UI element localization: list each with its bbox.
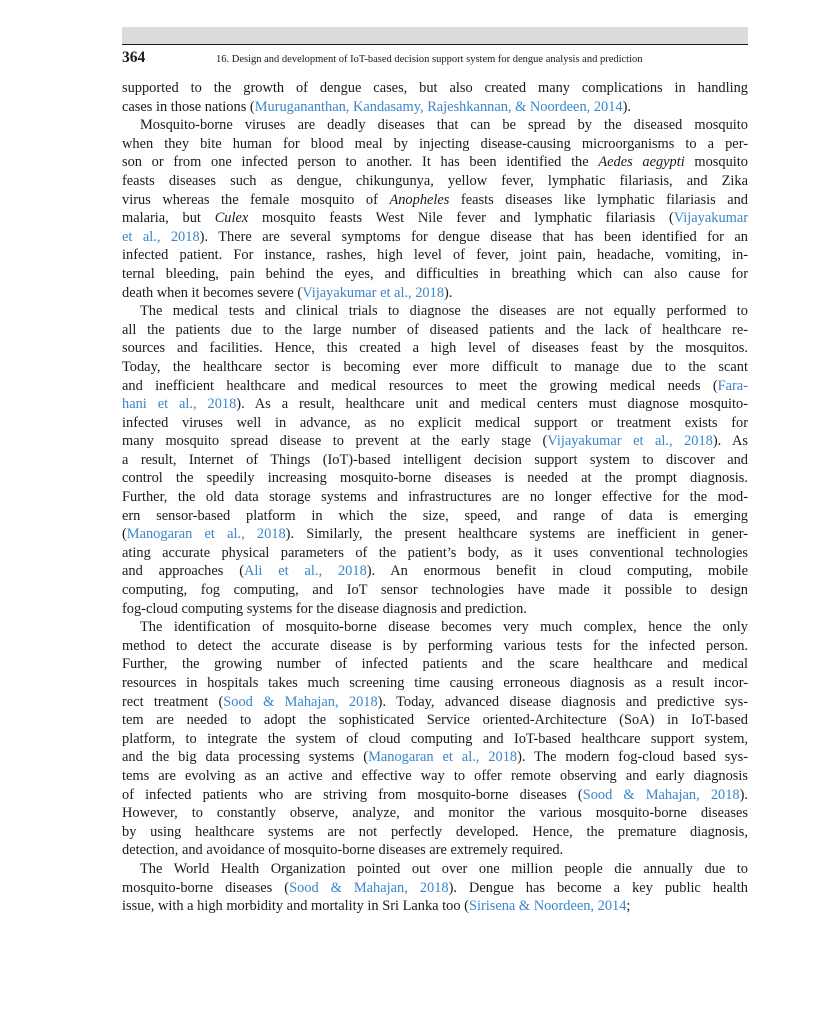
text-line: cases in those nations (Murugananthan, Kandasamy, Rajeshkannan, & Noordeen, 2014). bbox=[122, 98, 632, 115]
citation-link[interactable]: et al., 2018 bbox=[122, 228, 200, 245]
text-line: hani et al., 2018). As a result, healthcare unit and medical centers must diagnose mosquito- bbox=[122, 396, 748, 413]
text-line: method to detect the accurate disease is by performing various tests for the infected person. bbox=[122, 637, 748, 654]
page-number: 364 bbox=[122, 49, 146, 66]
species-name: Anopheles bbox=[389, 191, 450, 208]
text-line: Today, the healthcare sector is becoming ever more difficult to manage due to the scant bbox=[122, 358, 748, 375]
text-line: fog-cloud computing systems for the disease diagnosis and prediction. bbox=[122, 600, 527, 617]
running-title: 16. Design and development of IoT-based decision support system for dengue analysis and prediction bbox=[216, 54, 643, 65]
text-line: and approaches (Ali et al., 2018). An enormous benefit in cloud computing, mobile bbox=[122, 563, 748, 580]
text-line: computing, fog computing, and IoT sensor technologies have made it possible to design bbox=[122, 582, 748, 599]
text-line: platform, to integrate the system of cloud computing and IoT-based healthcare support system, bbox=[122, 730, 748, 747]
text-line: of infected patients who are striving from mosquito-borne diseases (Sood & Mahajan, 2018). bbox=[122, 786, 748, 803]
citation-link[interactable]: hani et al., 2018 bbox=[122, 396, 237, 413]
paragraph bbox=[122, 302, 748, 618]
text-line: ternal bleeding, pain behind the eyes, and difficulties in breathing which can also cause for bbox=[122, 265, 748, 282]
header-band bbox=[122, 27, 748, 45]
text-line: by using healthcare systems are not perfectly developed. Hence, the premature diagnosis, bbox=[122, 823, 748, 840]
citation-link[interactable]: Murugananthan, Kandasamy, Rajeshkannan, & Noordeen, 2014 bbox=[254, 98, 623, 115]
text-line: mosquito-borne diseases (Sood & Mahajan, 2018). Dengue has become a key public health bbox=[122, 879, 748, 896]
text-line: infected viruses well in advance, as no explicit medical support or treatment exists for bbox=[122, 414, 748, 431]
text-line: when they bite human for blood meal by injecting disease-causing microorganisms to a per- bbox=[122, 135, 748, 152]
citation-link[interactable]: Manogaran et al., 2018 bbox=[126, 526, 286, 543]
text-line: Further, the growing number of infected patients and the scare healthcare and medical bbox=[122, 656, 748, 673]
text-line: sources and facilities. Hence, this created a high level of diseases feast by the mosquitos. bbox=[122, 340, 748, 357]
text-line: (Manogaran et al., 2018). Similarly, the present healthcare systems are inefficient in gener- bbox=[122, 526, 748, 543]
text-line: resources in hospitals takes much screening time causing erroneous diagnosis as a result incor- bbox=[122, 675, 748, 691]
text-line: a result, Internet of Things (IoT)-based intelligent decision support system to discover and bbox=[122, 451, 748, 468]
body-text bbox=[122, 79, 748, 916]
species-name: Aedes aegypti bbox=[598, 154, 685, 171]
text-line: all the patients due to the large number of diseased patients and the lack of healthcare re- bbox=[122, 321, 748, 338]
running-head bbox=[122, 49, 748, 69]
text-line: ern sensor-based platform in which the size, speed, and range of data is emerging bbox=[122, 507, 748, 524]
paragraph bbox=[122, 79, 748, 116]
text-line: infected patient. For instance, rashes, high level of fever, joint pain, headache, vomiting, in- bbox=[122, 247, 748, 264]
text-line: ating accurate physical parameters of the patient’s body, as it uses conventional technologies bbox=[122, 544, 748, 561]
text-line: virus whereas the female mosquito of Anopheles feasts diseases like lymphatic filariasis and bbox=[122, 191, 748, 208]
citation-link[interactable]: Vijayakumar et al., 2018 bbox=[302, 284, 445, 301]
text-line: son or from one infected person to another. It has been identified the Aedes aegypti mosquito bbox=[122, 154, 748, 171]
text-line: tems are evolving as an active and effective way to offer remote observing and early diagnosis bbox=[122, 767, 748, 784]
text-line: Further, the old data storage systems and infrastructures are no longer effective for the mod- bbox=[122, 489, 748, 506]
text-line: tem are needed to adopt the sophisticated Service oriented-Architecture (SoA) in IoT-based bbox=[122, 712, 748, 729]
text-line: and inefficient healthcare and medical resources to meet the growing medical needs (Fara- bbox=[122, 377, 748, 394]
text-line: The medical tests and clinical trials to diagnose the diseases are not equally performed to bbox=[140, 303, 748, 320]
text-line: detection, and avoidance of mosquito-borne diseases are extremely required. bbox=[122, 842, 564, 859]
paragraph bbox=[122, 618, 748, 860]
citation-link[interactable]: Sood & Mahajan, 2018 bbox=[223, 693, 378, 710]
text-line: feasts diseases such as dengue, chikungunya, yellow fever, lymphatic filariasis, and Zika bbox=[122, 172, 748, 189]
text-line: and the big data processing systems (Manogaran et al., 2018). The modern fog-cloud based sys- bbox=[122, 749, 748, 766]
text-line: rect treatment (Sood & Mahajan, 2018). Today, advanced disease diagnosis and predictive sys- bbox=[122, 693, 748, 710]
text-line: many mosquito spread disease to prevent at the early stage (Vijayakumar et al., 2018). As bbox=[122, 433, 748, 450]
text-line: death when it becomes severe (Vijayakumar et al., 2018). bbox=[122, 284, 453, 301]
citation-link[interactable]: Manogaran et al., 2018 bbox=[368, 749, 518, 766]
paragraph bbox=[122, 860, 748, 916]
citation-link[interactable]: Vijayakumar et al., 2018 bbox=[547, 433, 713, 450]
citation-link[interactable]: Sood & Mahajan, 2018 bbox=[582, 786, 740, 803]
text-line: malaria, but Culex mosquito feasts West Nile fever and lymphatic filariasis (Vijayakumar bbox=[122, 210, 749, 227]
text-line: et al., 2018). There are several symptoms for dengue disease that has been identified for an bbox=[122, 228, 748, 245]
text-line: Mosquito-borne viruses are deadly diseases that can be spread by the diseased mosquito bbox=[140, 117, 748, 134]
species-name: Culex bbox=[214, 210, 249, 227]
text-line: The World Health Organization pointed out over one million people die annually due to bbox=[140, 860, 748, 877]
citation-link[interactable]: Sirisena & Noordeen, 2014 bbox=[468, 898, 627, 915]
text-line: control the speedily increasing mosquito-borne diseases is needed at the prompt diagnosis. bbox=[122, 470, 748, 487]
citation-link[interactable]: Vijayakumar bbox=[673, 210, 749, 227]
citation-link[interactable]: Fara- bbox=[717, 377, 748, 394]
paragraph bbox=[122, 116, 748, 302]
citation-link[interactable]: Ali et al., 2018 bbox=[244, 563, 367, 580]
text-line: However, to constantly observe, analyze, and monitor the various mosquito-borne diseases bbox=[122, 805, 748, 822]
text-line: supported to the growth of dengue cases, but also created many complications in handling bbox=[122, 80, 748, 96]
text-line: The identification of mosquito-borne disease becomes very much complex, hence the only bbox=[140, 619, 748, 636]
citation-link[interactable]: Sood & Mahajan, 2018 bbox=[289, 879, 449, 896]
text-line: issue, with a high morbidity and mortality in Sri Lanka too (Sirisena & Noordeen, 2014; bbox=[122, 898, 631, 915]
